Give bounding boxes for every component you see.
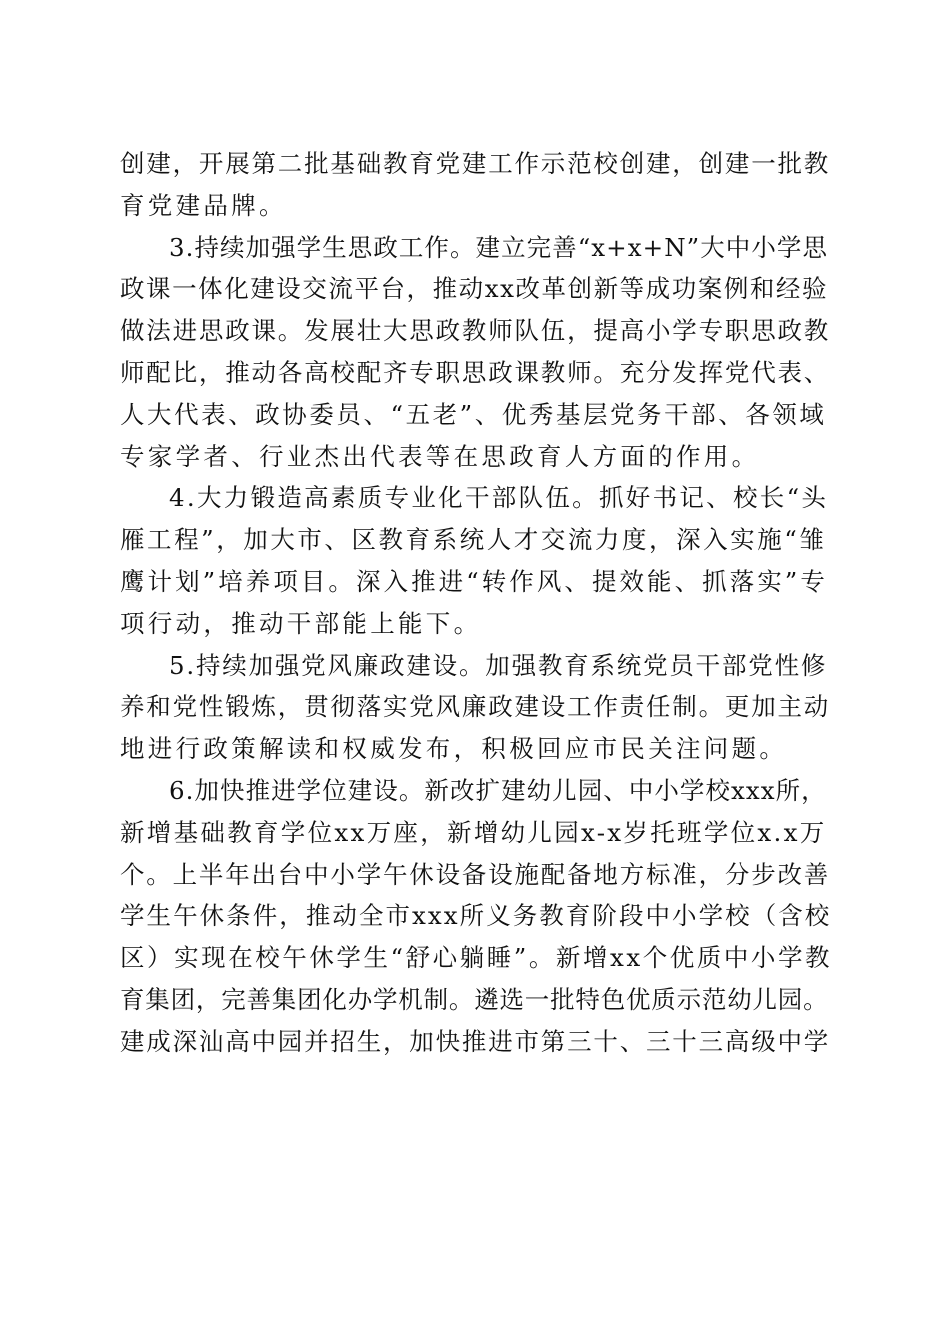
text-line: 4.大力锻造高素质专业化干部队伍。抓好书记、校长“头 [169, 483, 829, 513]
text-line: 养和党性锻炼，贯彻落实党风廉政建设工作责任制。更加主动 [120, 692, 831, 722]
text-line: 建成深汕高中园并招生，加快推进市第三十、三十三高级中学 [120, 1026, 831, 1056]
paragraph-item-4 [120, 477, 832, 644]
text-line: 专家学者、行业杰出代表等在思政育人方面的作用。 [120, 441, 760, 471]
text-line: 做法进思政课。发展壮大思政教师队伍，提高小学专职思政教 [120, 316, 831, 346]
text-line: 创建，开展第二批基础教育党建工作示范校创建，创建一批教 [120, 149, 831, 178]
paragraph-item-6 [120, 770, 832, 1063]
paragraph-continuation [120, 143, 832, 227]
text-line: 育集团，完善集团化办学机制。遴选一批特色优质示范幼儿园。 [120, 984, 829, 1014]
text-line: 人大代表、政协委员、“五老”、优秀基层党务干部、各领域 [120, 399, 827, 429]
paragraph-item-5 [120, 645, 832, 770]
text-line: 5.持续加强党风廉政建设。加强教育系统党员干部党性修 [169, 650, 828, 680]
text-line: 3.持续加强学生思政工作。建立完善“x+x+N”大中小学思 [169, 232, 829, 262]
text-line: 雁工程”，加大市、区教育系统人才交流力度，深入实施“雏 [120, 525, 827, 555]
paragraph-item-3 [120, 227, 832, 478]
text-line: 学生午休条件，推动全市xxx所义务教育阶段中小学校（含校 [120, 901, 832, 931]
text-line: 育党建品牌。 [120, 190, 287, 220]
text-line: 项行动，推动干部能上能下。 [120, 608, 482, 638]
text-line: 区）实现在校午休学生“舒心躺睡”。新增xx个优质中小学教 [120, 943, 833, 973]
text-line: 政课一体化建设交流平台，推动xx改革创新等成功案例和经验 [120, 274, 829, 304]
text-line: 新增基础教育学位xx万座，新增幼儿园x-x岁托班学位x.x万 [120, 817, 827, 847]
text-line: 鹰计划”培养项目。深入推进“转作风、提效能、抓落实”专 [120, 566, 828, 596]
text-line: 个。上半年出台中小学午休设备设施配备地方标准，分步改善 [120, 859, 831, 889]
text-line: 地进行政策解读和权威发布，积极回应市民关注问题。 [120, 734, 788, 764]
text-line: 师配比，推动各高校配齐专职思政课教师。充分发挥党代表、 [120, 357, 831, 387]
text-line: 6.加快推进学位建设。新改扩建幼儿园、中小学校xxx所， [169, 775, 827, 805]
document-body [120, 143, 832, 1063]
